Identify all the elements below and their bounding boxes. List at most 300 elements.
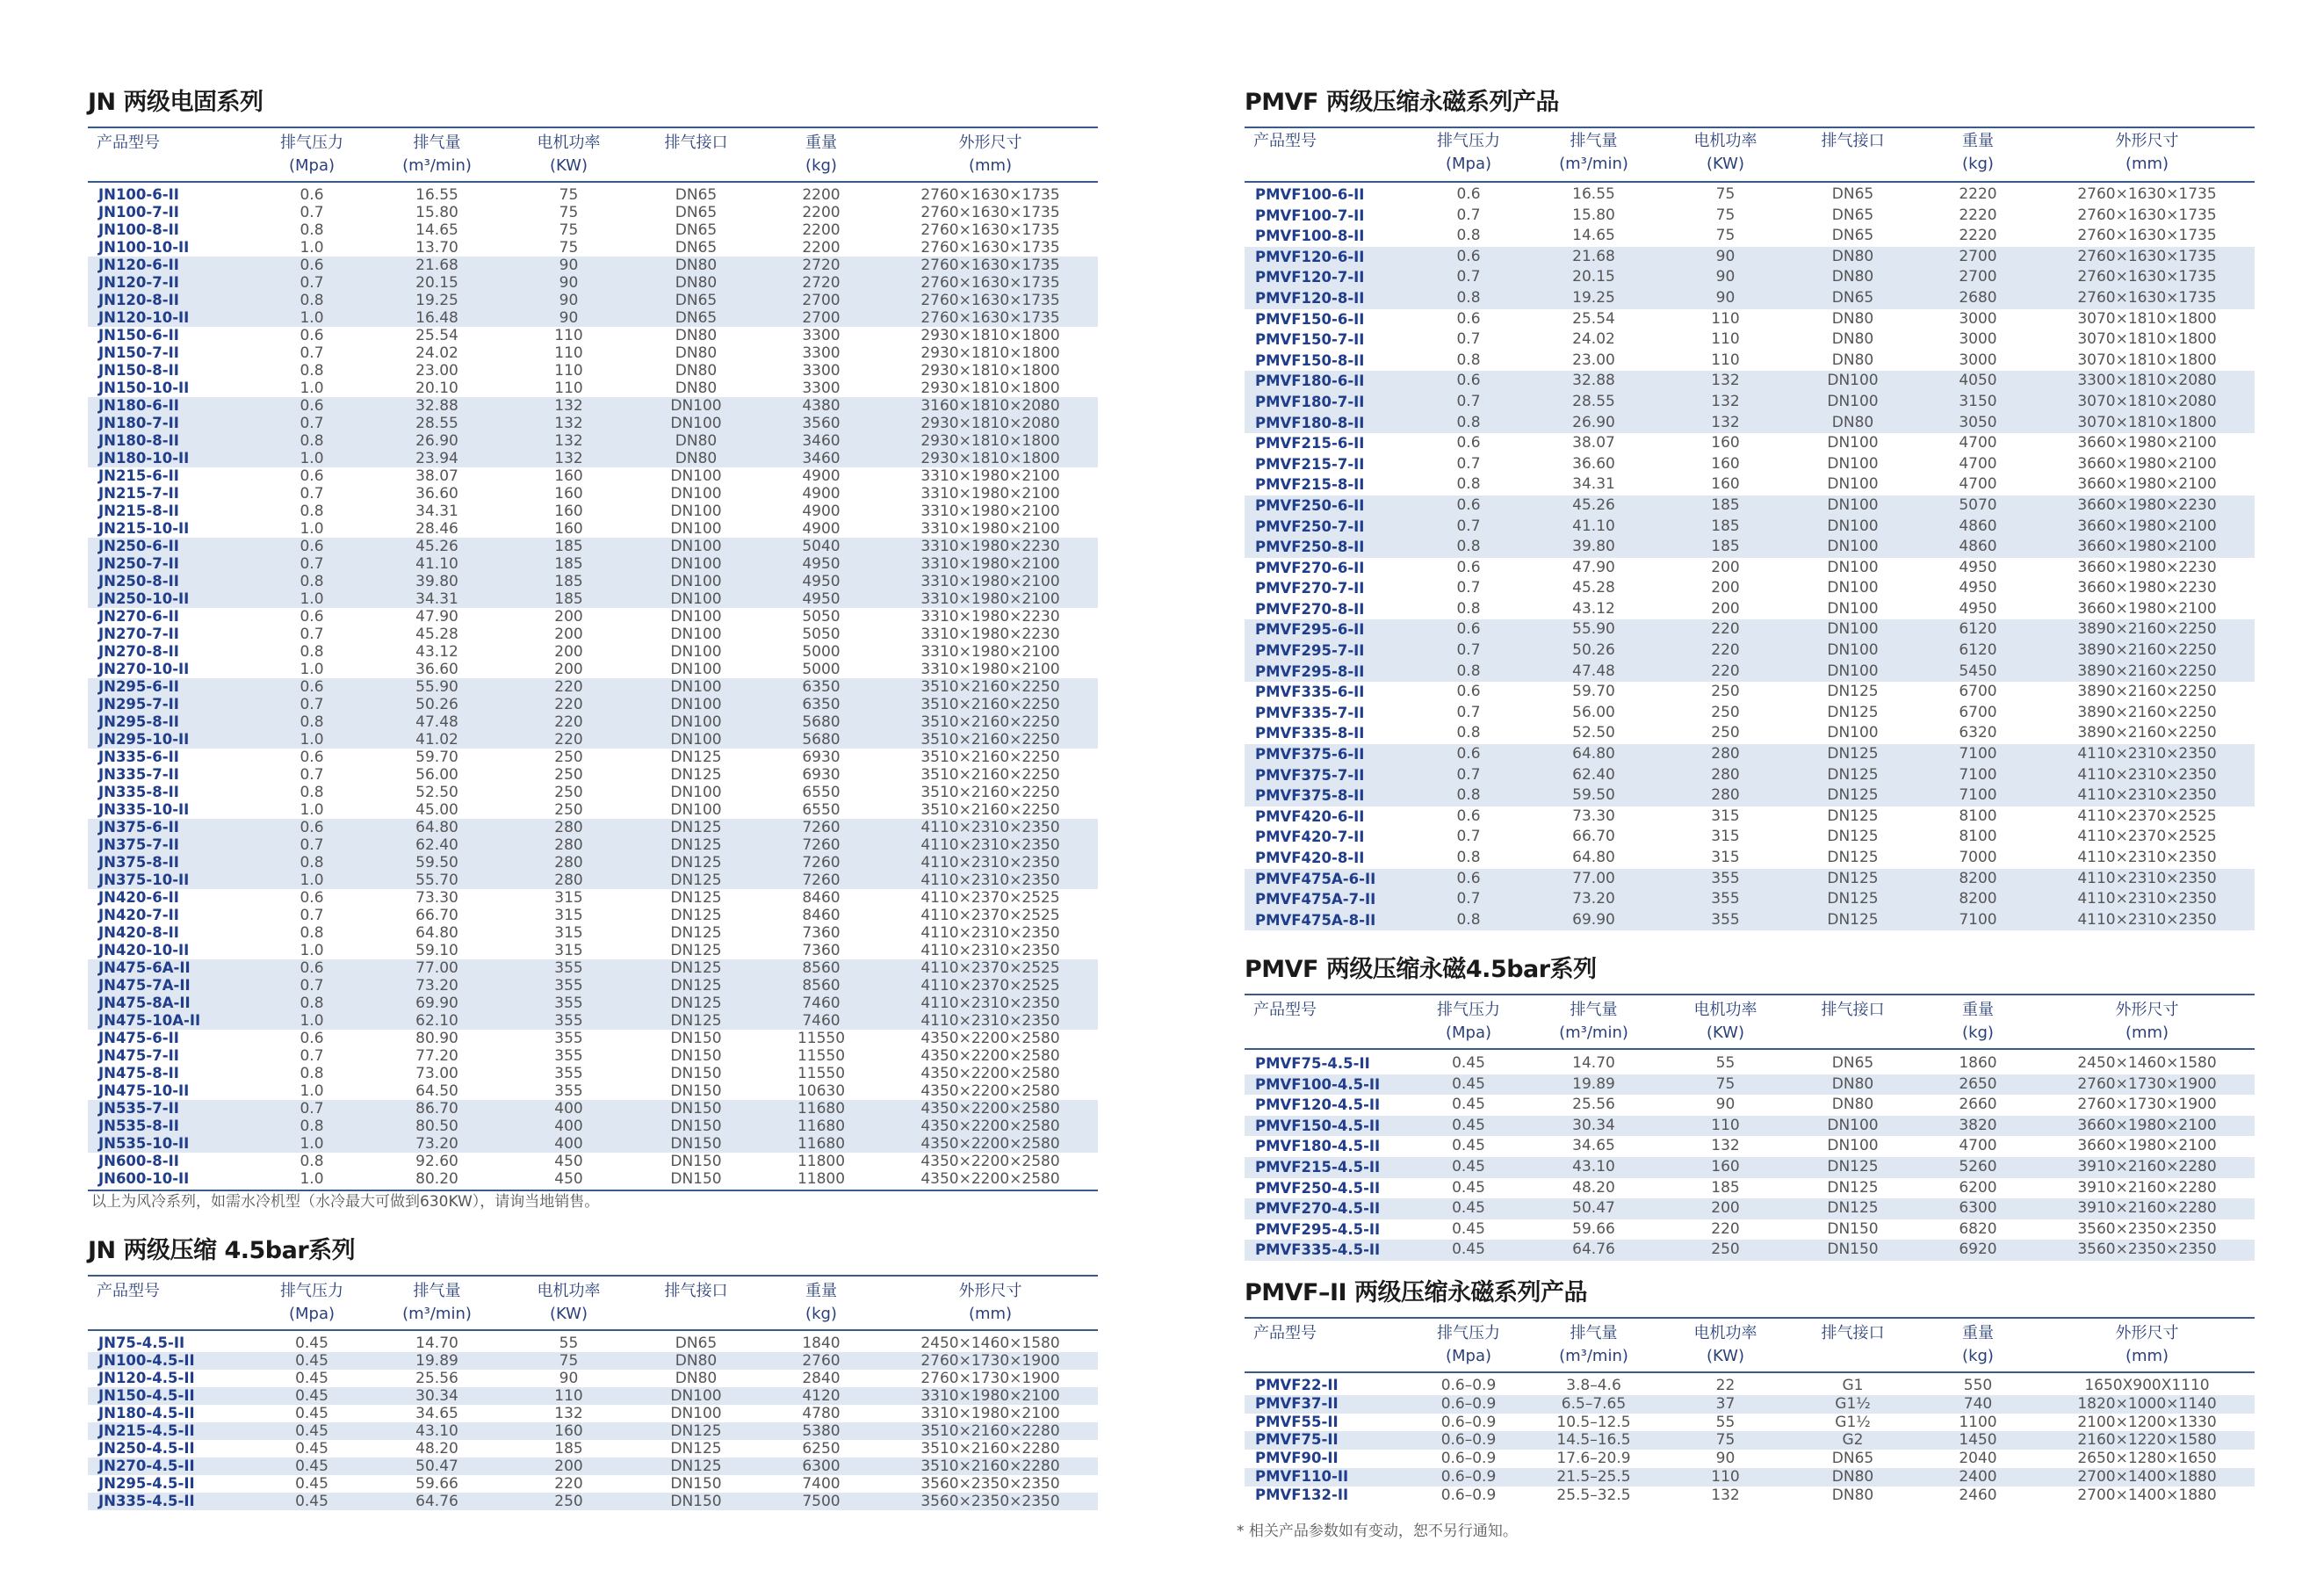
table-row — [1245, 703, 2255, 724]
cell-model: PMVF150-4.5-II — [1255, 1117, 1381, 1134]
cell-model: JN475-8-II — [98, 1065, 179, 1081]
cell-weight: 5450 — [1959, 662, 1997, 680]
header-unit: (m³/min) — [1559, 155, 1628, 173]
cell-weight: 3000 — [1959, 351, 1997, 369]
cell-size: 2930×1810×1800 — [920, 450, 1060, 467]
cell-pressure: 0.8 — [1456, 475, 1481, 494]
cell-model: PMVF420-6-II — [1255, 807, 1365, 825]
cell-size: 4350×2200×2580 — [920, 1153, 1060, 1170]
cell-port: DN80 — [675, 432, 718, 450]
cell-weight: 11550 — [797, 1047, 846, 1065]
section-title: JN 两级电固系列 — [88, 89, 263, 116]
cell-model: PMVF295-4.5-II — [1255, 1220, 1381, 1238]
header-label: 排气接口 — [664, 134, 728, 152]
cell-pressure: 0.45 — [1452, 1137, 1485, 1155]
cell-flow: 28.55 — [1572, 392, 1615, 410]
header-port — [632, 1280, 760, 1329]
cell-pressure: 0.6–0.9 — [1440, 1467, 1497, 1486]
cell-size: 4110×2310×2350 — [920, 1012, 1060, 1030]
cell-pressure: 0.6 — [1456, 496, 1481, 514]
table-row — [88, 1100, 1098, 1118]
cell-flow: 41.10 — [415, 555, 458, 573]
cell-pressure: 0.6–0.9 — [1440, 1377, 1497, 1394]
table-row — [1245, 537, 2255, 558]
cell-power: 200 — [554, 661, 583, 678]
cell-size: 2760×1730×1900 — [2077, 1074, 2217, 1093]
cell-power: 160 — [554, 1422, 583, 1440]
table-row — [1245, 1178, 2255, 1199]
cell-size: 3510×2160×2250 — [920, 749, 1060, 766]
cell-model: PMVF215-7-II — [1255, 455, 1365, 473]
cell-model: JN420-8-II — [98, 924, 179, 941]
footer-note: * 相关产品参数如有变动，恕不另行通知。 — [1237, 1523, 1518, 1540]
cell-flow: 45.28 — [415, 626, 458, 643]
table-row — [88, 1335, 1098, 1352]
table-row — [1245, 1487, 2255, 1505]
cell-pressure: 0.6 — [1456, 185, 1481, 203]
header-label: 重量 — [805, 1282, 837, 1300]
table-row — [1245, 578, 2255, 599]
header-pressure — [1411, 999, 1526, 1048]
cell-pressure: 0.8 — [1456, 724, 1481, 742]
cell-pressure: 0.8 — [1456, 910, 1481, 929]
cell-pressure: 0.7 — [1456, 765, 1481, 784]
cell-size: 3310×1980×2100 — [920, 643, 1060, 661]
cell-size: 2100×1200×1330 — [2077, 1413, 2217, 1431]
cell-flow: 55.90 — [1572, 620, 1615, 639]
cell-pressure: 1.0 — [300, 872, 324, 889]
header-model — [1245, 130, 1411, 181]
cell-model: JN475-8A-II — [98, 995, 191, 1011]
cell-power: 75 — [1715, 206, 1736, 224]
cell-model: JN120-6-II — [98, 257, 179, 273]
cell-port: DN65 — [675, 186, 718, 204]
cell-model: PMVF120-4.5-II — [1255, 1096, 1381, 1114]
cell-model: PMVF270-7-II — [1255, 580, 1365, 597]
table-row — [88, 555, 1098, 573]
cell-port: DN100 — [1827, 517, 1879, 535]
table-row — [1245, 869, 2255, 890]
table-row — [88, 1012, 1098, 1030]
cell-model: PMVF250-4.5-II — [1255, 1179, 1381, 1197]
table-row — [88, 432, 1098, 450]
header-unit: (mm) — [2125, 1347, 2169, 1365]
cell-pressure: 0.45 — [295, 1352, 328, 1370]
cell-power: 90 — [1715, 1450, 1736, 1468]
cell-flow: 19.25 — [1572, 288, 1615, 307]
cell-port: DN100 — [670, 784, 722, 801]
cell-model: JN180-10-II — [98, 450, 190, 467]
cell-pressure: 0.45 — [1452, 1199, 1485, 1218]
cell-flow: 50.26 — [1572, 641, 1615, 660]
cell-weight: 2220 — [1959, 206, 1997, 224]
cell-pressure: 0.7 — [300, 907, 324, 924]
header-label: 外形尺寸 — [958, 134, 1022, 152]
cell-pressure: 0.6–0.9 — [1440, 1413, 1497, 1431]
table-row — [1245, 848, 2255, 869]
cell-pressure: 0.7 — [300, 204, 324, 221]
cell-weight: 5050 — [802, 626, 841, 643]
cell-flow: 21.68 — [415, 257, 458, 274]
cell-port: DN100 — [1827, 434, 1879, 452]
cell-port: DN100 — [670, 415, 722, 432]
cell-port: DN100 — [670, 467, 722, 485]
header-unit: (Mpa) — [1445, 155, 1492, 173]
cell-weight: 7460 — [802, 995, 841, 1012]
table-row — [88, 766, 1098, 784]
cell-pressure: 0.8 — [300, 292, 324, 309]
cell-power: 250 — [1711, 703, 1740, 721]
cell-size: 3660×1980×2230 — [2077, 558, 2217, 576]
table-row — [88, 1422, 1098, 1440]
header-label: 重量 — [1962, 1001, 1994, 1019]
cell-port: DN100 — [1827, 662, 1879, 680]
cell-pressure: 0.6–0.9 — [1440, 1431, 1497, 1450]
table-row — [88, 1153, 1098, 1170]
cell-port: DN65 — [675, 292, 718, 309]
table-row — [1245, 1136, 2255, 1157]
cell-size: 3660×1980×2230 — [2077, 496, 2217, 514]
cell-model: JN295-4.5-II — [98, 1475, 195, 1492]
cell-weight: 11550 — [797, 1030, 846, 1047]
table-row — [1245, 1219, 2255, 1241]
cell-port: DN125 — [670, 1012, 722, 1030]
cell-port: DN65 — [1831, 1450, 1874, 1468]
cell-model: PMVF37-II — [1255, 1394, 1339, 1412]
header-label: 排气压力 — [1437, 132, 1500, 150]
table-row — [88, 450, 1098, 467]
cell-size: 2760×1630×1735 — [2077, 206, 2217, 224]
cell-port: DN100 — [670, 1405, 722, 1422]
cell-pressure: 1.0 — [300, 239, 324, 257]
cell-weight: 7400 — [802, 1475, 841, 1493]
cell-model: PMVF250-6-II — [1255, 496, 1365, 514]
cell-power: 200 — [554, 608, 583, 626]
cell-size: 3310×1980×2100 — [920, 485, 1060, 503]
cell-size: 3070×1810×1800 — [2077, 413, 2217, 431]
cell-power: 315 — [554, 942, 583, 959]
table-row — [1245, 1198, 2255, 1219]
cell-size: 3660×1980×2100 — [2077, 434, 2217, 452]
header-model — [1245, 1322, 1411, 1371]
cell-flow: 23.00 — [415, 362, 458, 380]
cell-model: PMVF250-7-II — [1255, 517, 1365, 535]
cell-weight: 3050 — [1959, 413, 1997, 431]
cell-weight: 5680 — [802, 713, 841, 731]
cell-pressure: 0.6 — [300, 467, 324, 485]
cell-weight: 4900 — [802, 485, 841, 503]
cell-model: PMVF335-6-II — [1255, 684, 1365, 701]
cell-size: 2450×1460×1580 — [2077, 1054, 2217, 1072]
table-row — [1245, 1095, 2255, 1116]
cell-flow: 45.26 — [415, 538, 458, 555]
cell-power: 250 — [1711, 683, 1740, 701]
header-unit: (kg) — [1962, 1024, 1994, 1042]
cell-size: 3310×1980×2100 — [920, 573, 1060, 590]
table-row — [88, 1440, 1098, 1458]
cell-port: DN80 — [1831, 413, 1874, 431]
table-row — [88, 327, 1098, 344]
cell-port: DN100 — [670, 713, 722, 731]
table-row — [1245, 247, 2255, 268]
header-size — [2039, 999, 2255, 1048]
cell-flow: 26.90 — [415, 432, 458, 450]
cell-weight: 6350 — [802, 678, 841, 696]
cell-weight: 4050 — [1959, 372, 1997, 390]
cell-port: DN80 — [1831, 1467, 1874, 1486]
table-row — [1245, 889, 2255, 910]
header-label: 排气接口 — [664, 1282, 728, 1300]
cell-weight: 5680 — [802, 731, 841, 749]
cell-model: JN100-10-II — [98, 239, 190, 256]
cell-model: JN180-8-II — [98, 432, 179, 449]
cell-size: 4110×2310×2350 — [2077, 745, 2217, 763]
cell-power: 75 — [1715, 1431, 1736, 1450]
cell-model: JN215-6-II — [98, 467, 179, 484]
cell-power: 90 — [1715, 247, 1736, 265]
cell-pressure: 0.7 — [300, 344, 324, 362]
table-row — [1245, 723, 2255, 744]
header-port — [1789, 1322, 1916, 1371]
cell-model: PMVF150-7-II — [1255, 331, 1365, 349]
cell-flow: 59.66 — [415, 1475, 458, 1493]
cell-flow: 20.15 — [415, 274, 458, 292]
cell-model: JN420-10-II — [98, 942, 190, 958]
table-row — [88, 1458, 1098, 1475]
cell-pressure: 0.8 — [1456, 662, 1481, 680]
cell-weight: 4120 — [802, 1387, 841, 1405]
cell-size: 4350×2200×2580 — [920, 1030, 1060, 1047]
cell-port: DN125 — [1827, 828, 1879, 846]
cell-size: 3070×1810×1800 — [2077, 330, 2217, 349]
cell-port: DN150 — [1827, 1219, 1879, 1238]
cell-pressure: 1.0 — [300, 661, 324, 678]
cell-power: 250 — [554, 766, 583, 784]
cell-power: 220 — [554, 678, 583, 696]
cell-size: 3910×2160×2280 — [2077, 1199, 2217, 1218]
header-unit: (kg) — [1962, 155, 1994, 173]
cell-power: 250 — [554, 784, 583, 801]
table-row — [1245, 807, 2255, 828]
cell-port: DN100 — [1827, 392, 1879, 410]
cell-power: 110 — [1711, 1467, 1740, 1486]
cell-power: 90 — [559, 292, 579, 309]
header-label: 排气量 — [1570, 1324, 1618, 1342]
cell-port: DN65 — [675, 309, 718, 327]
table-body — [1245, 183, 2255, 930]
cell-model: JN150-4.5-II — [98, 1387, 195, 1404]
cell-pressure: 0.6–0.9 — [1440, 1450, 1497, 1468]
cell-pressure: 0.7 — [300, 415, 324, 432]
cell-power: 200 — [1711, 558, 1740, 576]
cell-pressure: 0.6 — [1456, 683, 1481, 701]
table-row — [88, 1082, 1098, 1100]
cell-pressure: 1.0 — [300, 1012, 324, 1030]
section-title: PMVF 两级压缩永磁系列产品 — [1245, 89, 1559, 116]
cell-pressure: 0.7 — [1456, 641, 1481, 660]
table-row — [1245, 827, 2255, 848]
cell-power: 280 — [1711, 765, 1740, 784]
cell-pressure: 0.7 — [1456, 890, 1481, 908]
cell-pressure: 0.8 — [300, 924, 324, 942]
cell-weight: 4700 — [1959, 1137, 1997, 1155]
cell-flow: 20.10 — [415, 380, 458, 397]
table-row — [1245, 309, 2255, 330]
cell-flow: 50.26 — [415, 696, 458, 713]
cell-model: JN215-8-II — [98, 503, 179, 519]
cell-flow: 59.50 — [415, 854, 458, 872]
cell-flow: 14.65 — [415, 221, 458, 239]
cell-weight: 6200 — [1959, 1178, 1997, 1197]
section-pmvf-ii — [1245, 1277, 2255, 1505]
cell-pressure: 0.7 — [300, 1100, 324, 1118]
cell-model: JN375-7-II — [98, 836, 179, 853]
cell-weight: 1860 — [1959, 1054, 1997, 1072]
table-header — [88, 1277, 1098, 1331]
cell-flow: 59.10 — [415, 942, 458, 959]
header-unit: (Mpa) — [288, 1305, 336, 1323]
cell-port: DN125 — [670, 907, 722, 924]
cell-port: DN125 — [670, 1440, 722, 1458]
table-row — [88, 1170, 1098, 1188]
cell-pressure: 1.0 — [300, 450, 324, 467]
cell-power: 75 — [559, 186, 579, 204]
cell-port: DN150 — [670, 1118, 722, 1135]
cell-power: 200 — [1711, 1199, 1740, 1218]
cell-model: JN600-8-II — [98, 1153, 179, 1169]
cell-flow: 47.90 — [1572, 558, 1615, 576]
cell-model: JN295-7-II — [98, 696, 179, 713]
cell-port: DN65 — [1831, 1054, 1874, 1072]
cell-weight: 2660 — [1959, 1096, 1997, 1114]
cell-power: 185 — [554, 555, 583, 573]
cell-size: 3890×2160×2250 — [2077, 641, 2217, 660]
cell-port: DN80 — [675, 274, 718, 292]
cell-pressure: 0.6 — [300, 608, 324, 626]
header-power — [1662, 999, 1789, 1048]
cell-port: DN100 — [670, 573, 722, 590]
cell-weight: 2200 — [802, 221, 841, 239]
cell-weight: 10630 — [797, 1082, 846, 1100]
cell-model: PMVF110-II — [1255, 1467, 1349, 1485]
table-row — [88, 1405, 1098, 1422]
cell-size: 3070×1810×2080 — [2077, 392, 2217, 410]
cell-model: PMVF215-8-II — [1255, 476, 1365, 494]
cell-weight: 11550 — [797, 1065, 846, 1082]
cell-flow: 77.00 — [1572, 869, 1615, 887]
cell-size: 3890×2160×2250 — [2077, 724, 2217, 742]
cell-pressure: 0.6 — [1456, 620, 1481, 639]
cell-size: 3310×1980×2100 — [920, 1387, 1060, 1405]
cell-power: 185 — [554, 590, 583, 608]
header-label: 产品型号 — [97, 1282, 160, 1300]
cell-flow: 3.8–4.6 — [1566, 1377, 1621, 1394]
table-row — [88, 590, 1098, 608]
cell-flow: 25.56 — [1572, 1096, 1615, 1114]
cell-power: 110 — [1711, 1116, 1740, 1134]
cell-power: 132 — [1711, 392, 1740, 410]
cell-size: 3660×1980×2100 — [2077, 538, 2217, 556]
cell-flow: 59.50 — [1572, 786, 1615, 805]
table-row — [88, 1352, 1098, 1370]
cell-pressure: 0.8 — [1456, 538, 1481, 556]
cell-port: DN80 — [675, 1370, 718, 1387]
table-row — [88, 1475, 1098, 1493]
cell-weight: 6120 — [1959, 620, 1997, 639]
cell-size: 2930×1810×1800 — [920, 432, 1060, 450]
cell-power: 90 — [559, 274, 579, 292]
table-row — [88, 995, 1098, 1012]
cell-weight: 2650 — [1959, 1074, 1997, 1093]
cell-size: 3310×1980×2230 — [920, 538, 1060, 555]
cell-pressure: 0.8 — [300, 643, 324, 661]
cell-size: 3660×1980×2100 — [2077, 517, 2217, 535]
cell-pressure: 1.0 — [300, 380, 324, 397]
cell-model: PMVF295-6-II — [1255, 621, 1365, 639]
cell-size: 4110×2370×2525 — [920, 959, 1060, 977]
cell-model: PMVF475A-8-II — [1255, 911, 1376, 929]
header-unit: (Mpa) — [1445, 1347, 1492, 1365]
cell-flow: 34.31 — [415, 503, 458, 520]
table-row — [88, 221, 1098, 239]
cell-pressure: 0.45 — [1452, 1074, 1485, 1093]
cell-weight: 4900 — [802, 520, 841, 538]
cell-pressure: 0.8 — [1456, 786, 1481, 805]
cell-power: 110 — [554, 362, 583, 380]
cell-flow: 25.5–32.5 — [1556, 1486, 1631, 1504]
cell-weight: 5050 — [802, 608, 841, 626]
table-row — [1245, 1414, 2255, 1432]
table-row — [1245, 765, 2255, 786]
cell-flow: 43.10 — [1572, 1157, 1615, 1176]
cell-port: DN125 — [670, 749, 722, 766]
cell-flow: 34.65 — [415, 1405, 458, 1422]
cell-weight: 6250 — [802, 1440, 841, 1458]
cell-port: DN65 — [1831, 227, 1874, 245]
cell-power: 90 — [559, 257, 579, 274]
table-row — [88, 467, 1098, 485]
cell-flow: 30.34 — [415, 1387, 458, 1405]
cell-model: PMVF100-6-II — [1255, 186, 1365, 203]
cell-flow: 73.20 — [415, 1135, 458, 1153]
cell-weight: 8460 — [802, 889, 841, 907]
cell-size: 3510×2160×2250 — [920, 766, 1060, 784]
cell-power: 160 — [554, 520, 583, 538]
cell-power: 280 — [1711, 786, 1740, 805]
cell-pressure: 0.8 — [300, 784, 324, 801]
cell-weight: 11680 — [797, 1135, 846, 1153]
cell-size: 3510×2160×2280 — [920, 1458, 1060, 1475]
table-row — [88, 1030, 1098, 1047]
cell-size: 3560×2350×2350 — [920, 1493, 1060, 1510]
table-row — [88, 204, 1098, 221]
cell-pressure: 0.7 — [1456, 206, 1481, 224]
cell-pressure: 0.6 — [300, 327, 324, 344]
cell-pressure: 0.6 — [1456, 745, 1481, 763]
header-size — [2039, 1322, 2255, 1371]
cell-port: DN100 — [1827, 558, 1879, 576]
cell-model: PMVF100-7-II — [1255, 206, 1365, 224]
cell-size: 2760×1630×1735 — [920, 239, 1060, 257]
cell-pressure: 0.8 — [1456, 599, 1481, 618]
section-jn-45 — [88, 1234, 1098, 1510]
cell-model: JN120-8-II — [98, 292, 179, 308]
cell-flow: 62.40 — [415, 836, 458, 854]
cell-port: G1½ — [1835, 1413, 1871, 1431]
header-unit: (KW) — [1706, 155, 1744, 173]
cell-model: JN150-8-II — [98, 362, 179, 379]
table-row — [1245, 288, 2255, 309]
